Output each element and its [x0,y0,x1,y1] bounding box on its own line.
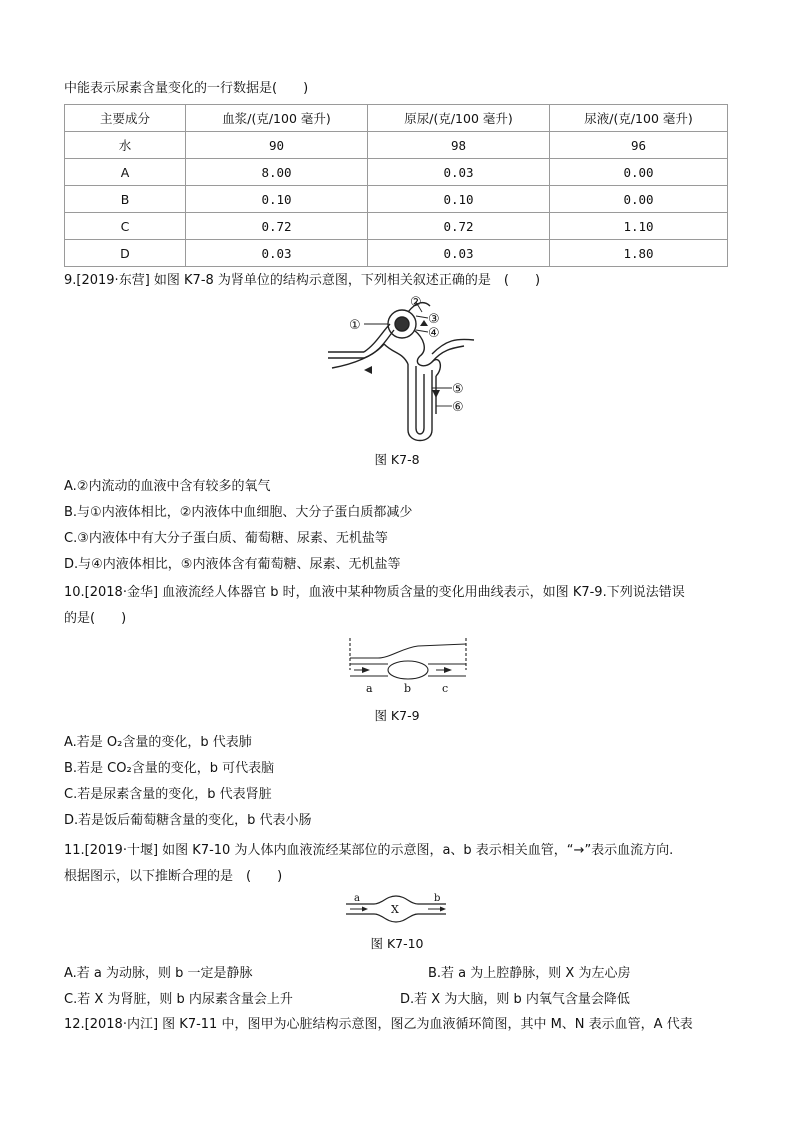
table-cell: 96 [550,132,728,159]
loop-of-henle [408,364,432,441]
q11-option-d: D.若 X 为大脑，则 b 内氧气含量会降低 [400,992,630,1007]
nephron-label-1: ① [349,318,361,333]
organ-label-b: b [404,682,412,695]
q9-option-b: B.与①内液体相比，②内液体中血细胞、大分子蛋白质都减少 [64,505,413,520]
q11-option-c: C.若 X 为肾脏，则 b 内尿素含量会上升 [64,992,293,1007]
figure-caption-k7-8: 图 K7-8 [374,452,420,467]
blood-flow-x-diagram [344,892,448,928]
table-cell: 90 [186,132,368,159]
table-header-cell: 主要成分 [65,105,186,132]
q10-option-b: B.若是 CO₂含量的变化，b 可代表脑 [64,761,275,776]
figure-caption-k7-10: 图 K7-10 [370,936,424,951]
table-cell: 8.00 [186,159,368,186]
q9-stem: 9.[2019·东营] 如图 K7-8 为肾单位的结构示意图，下列相关叙述正确的是 ( ) [64,273,541,288]
content-curve [350,644,466,658]
table-row [65,159,728,186]
glomerulus [395,317,409,331]
table-cell: 1.10 [550,213,728,240]
q10-option-c: C.若是尿素含量的变化，b 代表肾脏 [64,787,272,802]
table-header-cell: 血浆/(克/100 毫升) [186,105,368,132]
table-cell: C [65,213,186,240]
table-header-row [65,105,728,132]
vessel-label-c: c [442,682,449,695]
vein-path [332,344,384,368]
table-row [65,213,728,240]
q12-stem: 12.[2018·内江] 图 K7-11 中，图甲为心脏结构示意图，图乙为血液循环简图，其中 M、N 表示血管，A 代表 [64,1017,693,1032]
organ-flow-diagram [348,636,468,698]
nephron-label-2: ② [410,295,422,310]
table-cell: 1.80 [550,240,728,267]
table-row [65,240,728,267]
organ-b [388,661,428,679]
nephron-diagram [324,294,484,454]
table-cell: 水 [65,132,186,159]
table-row [65,186,728,213]
q10-stem-line1: 10.[2018·金华] 血液流经人体器官 b 时，血液中某种物质含量的变化用曲线表示，如图 K7-9.下列说法错误 [64,585,685,600]
q10-option-a: A.若是 O₂含量的变化，b 代表肺 [64,735,252,750]
q9-option-c: C.③内液体中有大分子蛋白质、葡萄糖、尿素、无机盐等 [64,531,388,546]
table-cell: 0.00 [550,159,728,186]
table-cell: 0.72 [368,213,550,240]
table-cell: B [65,186,186,213]
table-cell: 0.00 [550,186,728,213]
q11-option-a: A.若 a 为动脉，则 b 一定是静脉 [64,966,253,981]
q11-option-b: B.若 a 为上腔静脉，则 X 为左心房 [428,966,631,981]
table-cell: 0.03 [186,240,368,267]
q10-option-d: D.若是饭后葡萄糖含量的变化，b 代表小肠 [64,813,312,828]
table-cell: 98 [368,132,550,159]
q11-stem-line1: 11.[2019·十堰] 如图 K7-10 为人体内血液流经某部位的示意图，a、b 表示相关血管，“→”表示血流方向. [64,843,674,858]
table-header-cell: 尿液/(克/100 毫升) [550,105,728,132]
vessel-label-a: a [366,682,373,695]
table-row [65,132,728,159]
figure-caption-k7-9: 图 K7-9 [374,708,420,723]
nephron-label-3: ③ [428,312,440,327]
nephron-label-5: ⑤ [452,382,464,397]
nephron-label-4: ④ [428,326,440,341]
table-cell: D [65,240,186,267]
table-cell: 0.03 [368,159,550,186]
vessel-label-a: a [354,893,360,904]
composition-table [64,104,728,267]
table-header-cell: 原尿/(克/100 毫升) [368,105,550,132]
q10-stem-line2: 的是( ) [64,611,127,626]
organ-label-x: X [391,903,399,916]
q11-stem-line2: 根据图示，以下推断合理的是 ( ) [64,869,283,884]
q9-option-a: A.②内流动的血液中含有较多的氧气 [64,479,271,494]
q9-option-d: D.与④内液体相比，⑤内液体含有葡萄糖、尿素、无机盐等 [64,557,401,572]
table-cell: 0.72 [186,213,368,240]
intro-text: 中能表示尿素含量变化的一行数据是( ) [64,81,309,96]
table-cell: 0.10 [368,186,550,213]
table-cell: A [65,159,186,186]
table-cell: 0.10 [186,186,368,213]
vessel-label-b: b [434,893,441,904]
nephron-label-6: ⑥ [452,400,464,415]
table-cell: 0.03 [368,240,550,267]
artery-path [328,352,364,358]
